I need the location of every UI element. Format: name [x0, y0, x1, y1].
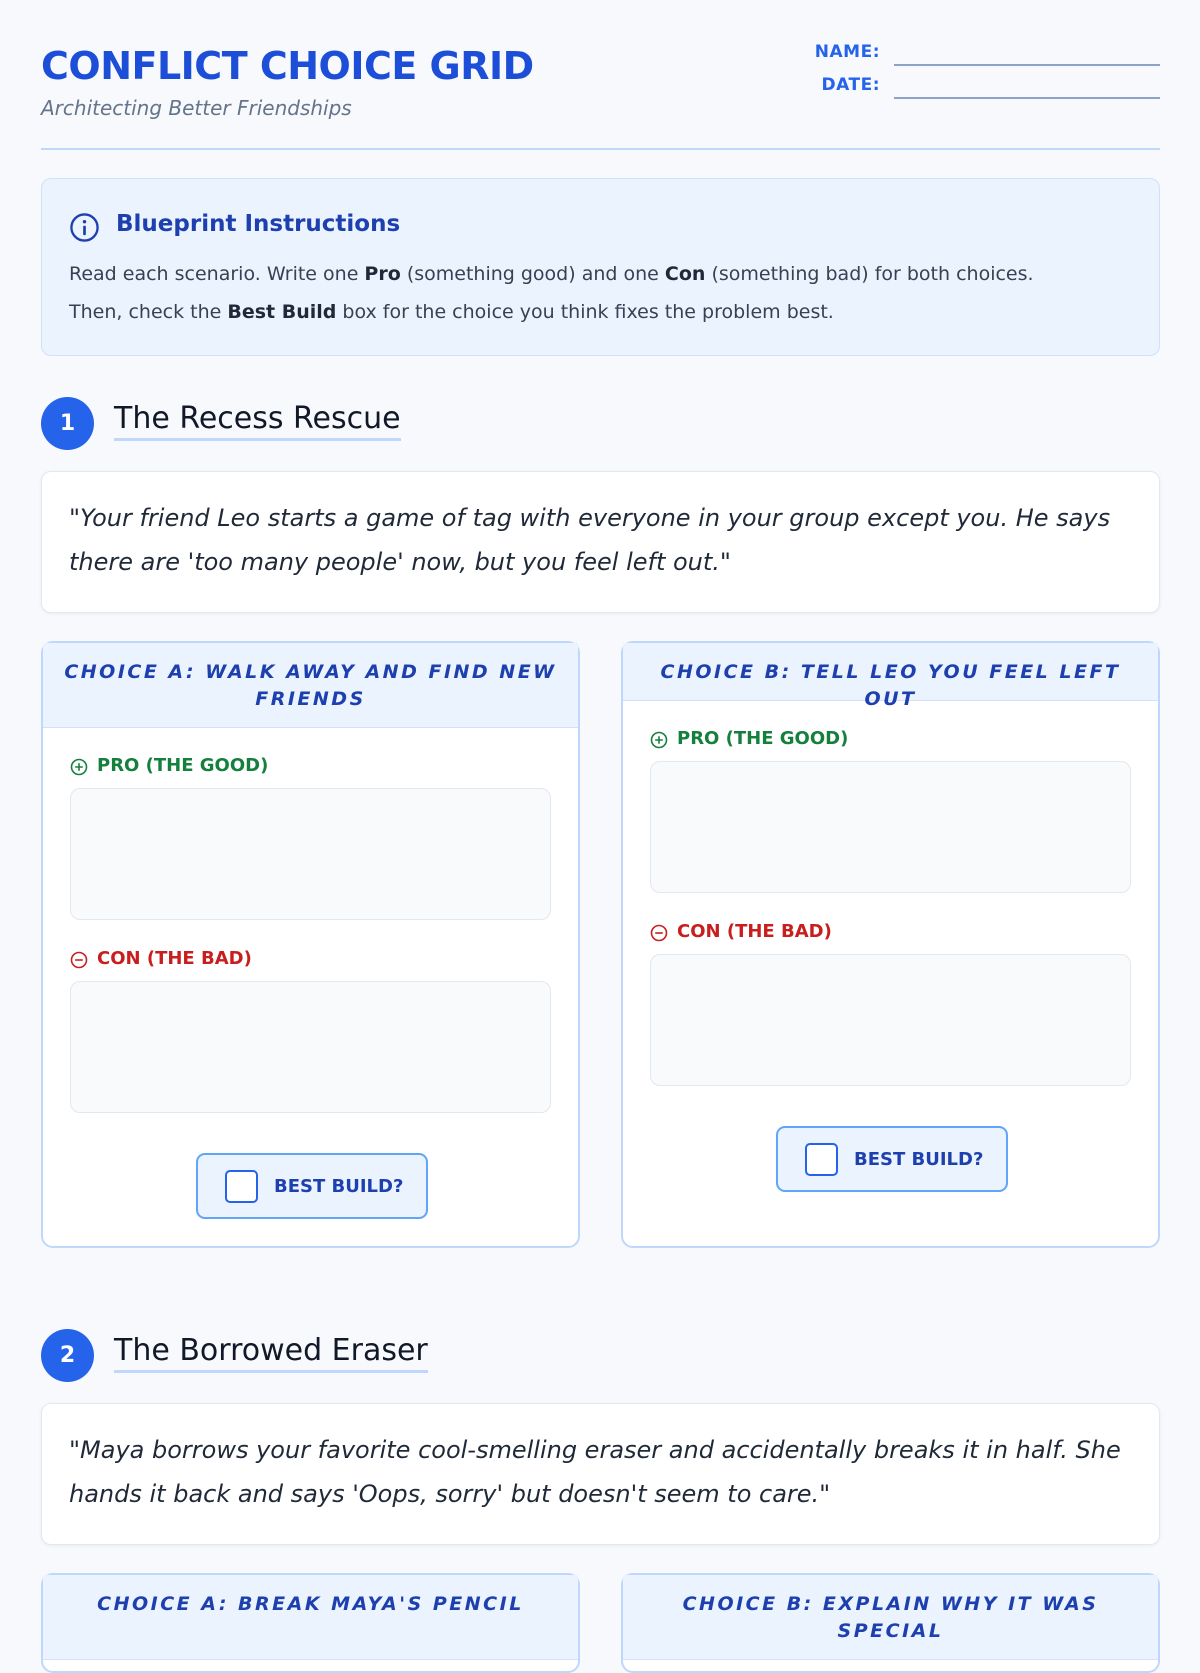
date-row — [800, 75, 1160, 105]
page-subtitle: Architecting Better Friendships — [41, 96, 352, 120]
page-title: CONFLICT CHOICE GRID — [41, 44, 534, 88]
checkbox-icon[interactable] — [805, 1143, 838, 1176]
best-build-checkbox[interactable] — [196, 1153, 428, 1219]
scenario-text: "Your friend Leo starts a game of tag with everyone in your group except you. He says there are 'too many people' now, but you feel left out." — [69, 504, 1111, 576]
best-build-label: BEST BUILD? — [854, 1149, 984, 1170]
date-label: DATE: — [821, 75, 880, 95]
instructions-line-2 — [69, 293, 1139, 331]
choice-card-a — [41, 641, 580, 1248]
instr-text-part: Then, check the — [69, 301, 228, 323]
instr-text-part: (something bad) for both choices. — [705, 263, 1034, 285]
instr-bold-best-build: Best Build — [227, 301, 337, 323]
worksheet-header — [41, 0, 1160, 150]
best-build-checkbox[interactable] — [776, 1126, 1008, 1192]
choice-title: CHOICE B: EXPLAIN WHY IT WAS SPECIAL — [682, 1593, 1099, 1642]
scenario-card — [41, 471, 1160, 613]
choice-card-b — [621, 641, 1160, 1248]
con-answer-box[interactable] — [650, 954, 1131, 1086]
con-answer-box[interactable] — [70, 981, 551, 1113]
name-label: NAME: — [814, 42, 880, 62]
choice-header — [623, 643, 1158, 710]
name-field[interactable] — [894, 64, 1160, 66]
choice-header — [623, 1575, 1158, 1660]
choice-title: CHOICE B: TELL LEO YOU FEEL LEFT OUT — [660, 661, 1121, 710]
con-label-text: CON (THE BAD) — [677, 921, 832, 942]
name-row — [800, 42, 1160, 72]
choice-header — [43, 643, 578, 728]
choice-card-a — [41, 1573, 580, 1673]
instructions-text — [69, 255, 1139, 331]
plus-circle-icon — [650, 731, 668, 749]
checkbox-icon[interactable] — [225, 1170, 258, 1203]
date-field[interactable] — [894, 97, 1160, 99]
instr-bold-con: Con — [664, 263, 706, 285]
minus-circle-icon — [70, 951, 88, 969]
info-icon — [69, 212, 100, 243]
pro-label-text: PRO (THE GOOD) — [677, 728, 849, 749]
instr-bold-pro: Pro — [364, 263, 401, 285]
instr-text-part: Read each scenario. Write one — [69, 263, 365, 285]
instructions-title: Blueprint Instructions — [116, 211, 401, 237]
scenario-text: "Maya borrows your favorite cool-smelling eraser and accidentally breaks it in half. She hands it back and says 'Oops, sorry' but doesn't seem to care." — [69, 1436, 1121, 1508]
best-build-label: BEST BUILD? — [274, 1176, 404, 1197]
pro-answer-box[interactable] — [650, 761, 1131, 893]
choice-card-b — [621, 1573, 1160, 1673]
worksheet-page — [41, 0, 1160, 1642]
choice-header — [43, 1575, 578, 1660]
instructions-line-1 — [69, 255, 1139, 293]
scenario-card — [41, 1403, 1160, 1545]
choice-title: CHOICE A: BREAK MAYA'S PENCIL — [97, 1593, 524, 1615]
choice-title: CHOICE A: WALK AWAY AND FIND NEW FRIENDS — [64, 661, 557, 710]
plus-circle-icon — [70, 758, 88, 776]
section-title: The Borrowed Eraser — [114, 1333, 428, 1373]
instr-text-part: (something good) and one — [400, 263, 665, 285]
section-number-badge: 2 — [41, 1329, 94, 1382]
con-label-text: CON (THE BAD) — [97, 948, 252, 969]
section-number-badge: 1 — [41, 397, 94, 450]
pro-label-text: PRO (THE GOOD) — [97, 755, 269, 776]
instr-text-part: box for the choice you think fixes the problem best. — [336, 301, 834, 323]
minus-circle-icon — [650, 924, 668, 942]
section-title: The Recess Rescue — [114, 401, 401, 441]
instructions-panel — [41, 178, 1160, 356]
pro-answer-box[interactable] — [70, 788, 551, 920]
